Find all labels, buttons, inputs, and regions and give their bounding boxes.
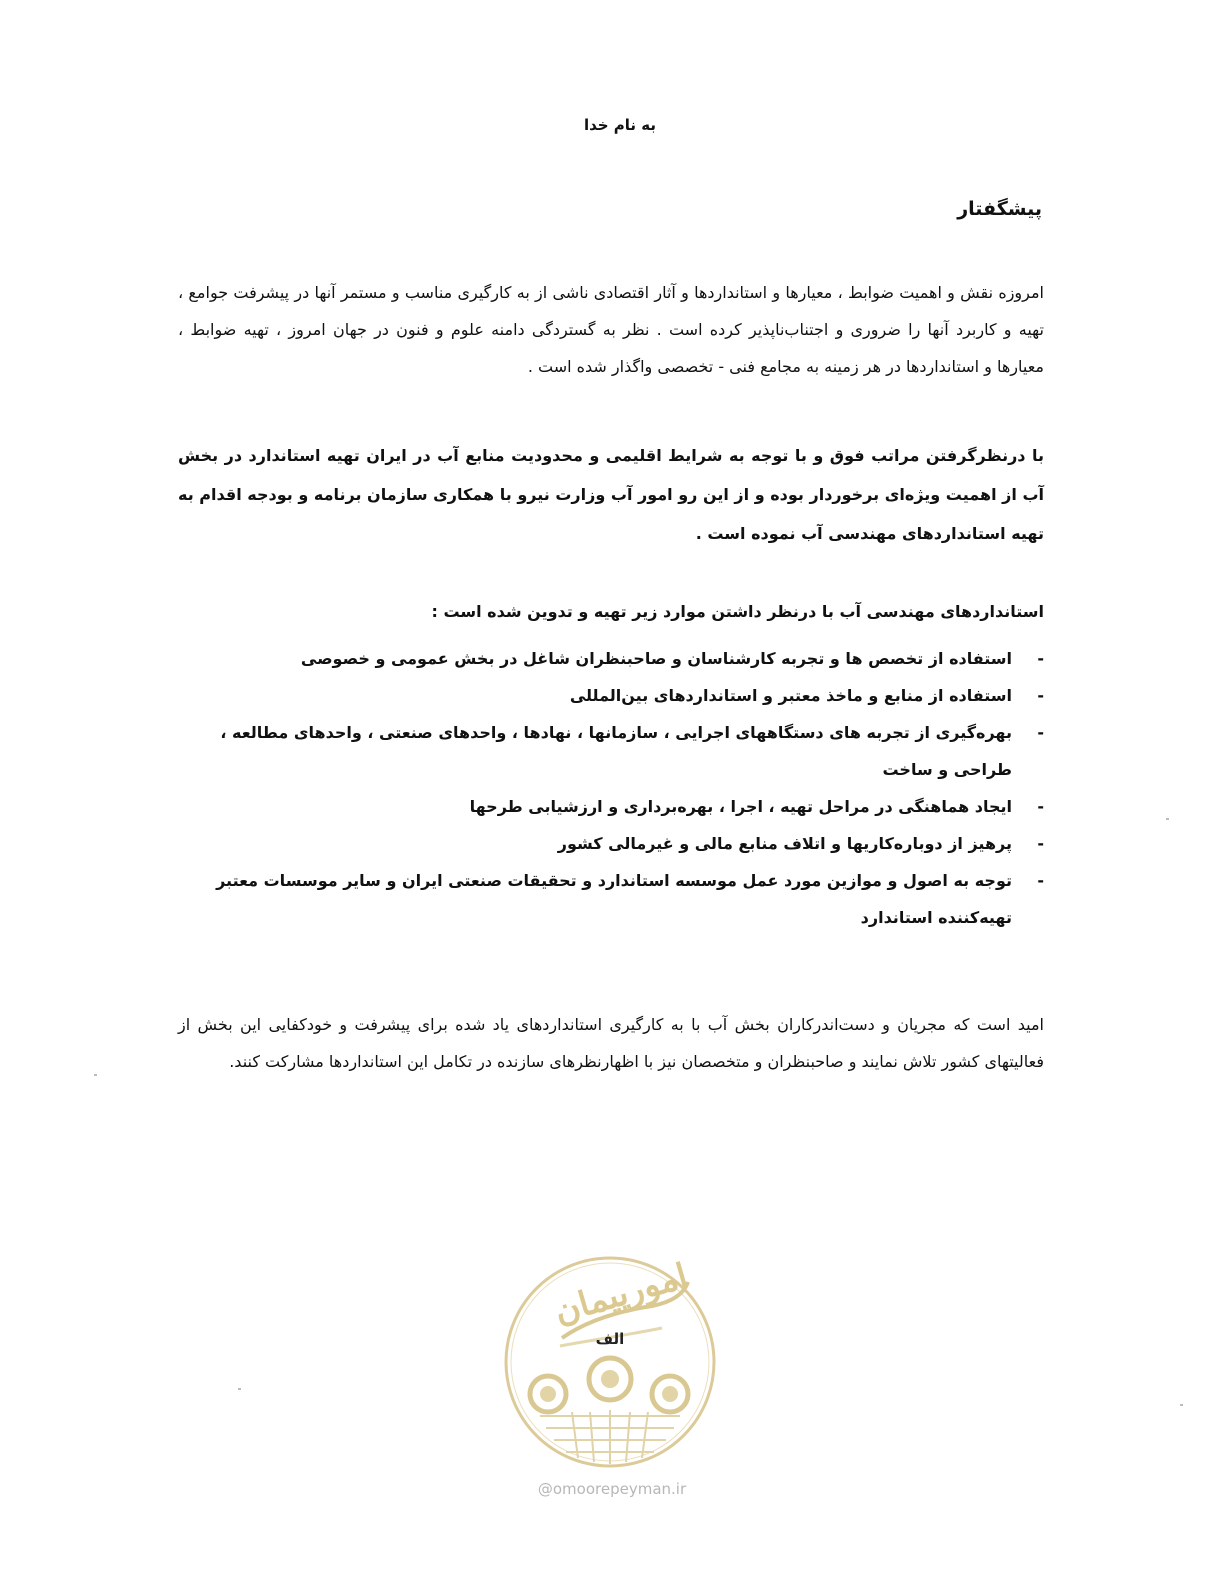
- publisher-stamp: [502, 1254, 718, 1470]
- list-item: - ایجاد هماهنگی در مراحل تهیه ، اجرا ، بهره‌برداری و ارزشیابی طرحها: [178, 788, 1044, 825]
- list-item: - استفاده از منابع و ماخذ معتبر و استانداردهای بین‌المللی: [178, 677, 1044, 714]
- list-dash: -: [1037, 686, 1044, 705]
- list-dash: -: [1037, 797, 1044, 816]
- criteria-list: [178, 640, 1044, 936]
- list-dash: -: [1037, 871, 1044, 890]
- site-watermark: @omoorepeyman.ir: [537, 1480, 687, 1498]
- stamp-logo-text: امورپیمان: [549, 1255, 693, 1333]
- list-item: - استفاده از تخصص ها و تجربه کارشناسان و صاحبنظران شاغل در بخش عمومی و خصوصی: [178, 640, 1044, 677]
- scan-speck: [1166, 818, 1169, 820]
- paragraph-water-standards: با درنظرگرفتن مراتب فوق و با توجه به شرایط اقلیمی و محدودیت منابع آب در ایران تهیه استاندارد در بخش آب از اهمیت ویژه‌ای برخوردار بوده و از این رو امور آب وزارت نیرو با همکاری سازمان برنامه و بودجه اقدام به تهیه استانداردهای مهندسی آب نموده است .: [178, 446, 1044, 543]
- page-letter: الف: [595, 1330, 625, 1348]
- paragraph-intro: امروزه نقش و اهمیت ضوابط ، معیارها و استانداردها و آثار اقتصادی ناشی از به کارگیری مناسب و مستمر آنها در پیشرفت جوامع ، تهیه و کاربرد آنها را ضروری و اجتناب‌ناپذیر کرده است . نظر به گستردگی دامنه علوم و فنون در جهان امروز ، تهیه ضوابط ، معیارها و استانداردها در هر زمینه به مجامع فنی - تخصصی واگذار شده است .: [178, 283, 1044, 376]
- bismillah: به نام خدا: [583, 116, 657, 134]
- list-intro: استانداردهای مهندسی آب با درنظر داشتن موارد زیر تهیه و تدوین شده است :: [431, 602, 1044, 621]
- scan-speck: [238, 1388, 241, 1390]
- paragraph-closing: امید است که مجریان و دست‌اندرکاران بخش آب با به کارگیری استانداردهای یاد شده برای پیشرفت و خودکفایی این بخش از فعالیتهای کشور تلاش نمایند و صاحبنظران و متخصصان نیز با اظهارنظرهای سازنده در تکامل این استانداردها مشارکت کنند.: [178, 1015, 1044, 1071]
- list-dash: -: [1037, 723, 1044, 742]
- scan-speck: [94, 1074, 97, 1076]
- at-sign-icon: @: [537, 1480, 553, 1498]
- scan-speck: [1180, 1404, 1183, 1406]
- list-item: - بهره‌گیری از تجربه های دستگاههای اجرایی ، سازمانها ، نهادها ، واحدهای صنعتی ، واحدهای مطالعه ، طراحی و ساخت: [178, 714, 1044, 788]
- list-dash: -: [1037, 834, 1044, 853]
- list-item: - توجه به اصول و موازین مورد عمل موسسه استاندارد و تحقیقات صنعتی ایران و سایر موسسات معتبر تهیه‌کننده استاندارد: [178, 862, 1044, 936]
- list-item: - پرهیز از دوباره‌کاریها و اتلاف منابع مالی و غیرمالی کشور: [178, 825, 1044, 862]
- list-dash: -: [1037, 649, 1044, 668]
- page-heading: پیشگفتار: [957, 198, 1042, 220]
